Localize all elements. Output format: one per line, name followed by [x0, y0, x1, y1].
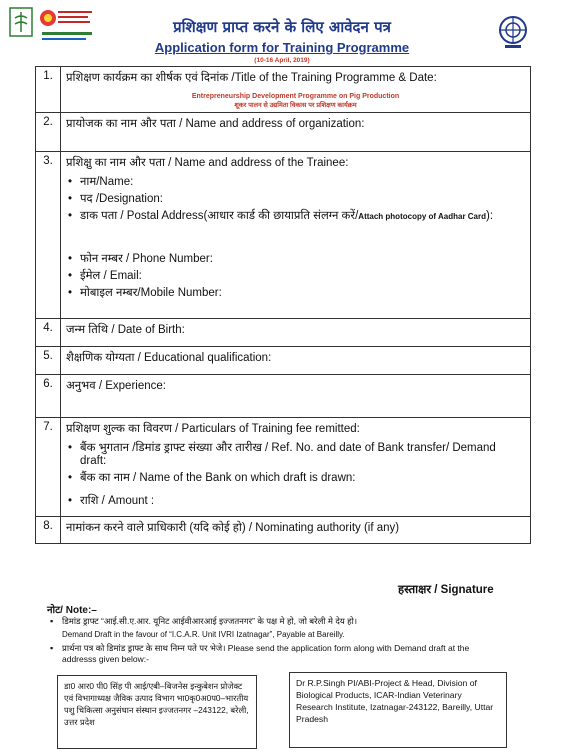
address-note: Attach photocopy of Aadhar Card	[358, 212, 487, 221]
programme-name-hindi: शूकर पालन से उद्यमिता विकास पर प्रशिक्षण कार्यक्रम	[234, 102, 357, 109]
application-form-table	[35, 66, 531, 544]
address-tail: ):	[486, 210, 494, 222]
contact-fields-list	[66, 253, 525, 300]
row-number: 3.	[36, 152, 61, 319]
form-row	[36, 152, 531, 319]
field-label: जन्म तिथि / Date of Birth:	[66, 324, 185, 336]
bullet-icon: ▪	[50, 616, 54, 626]
form-row	[36, 67, 531, 113]
field-dob[interactable]	[61, 319, 531, 347]
page-title-hindi: प्रशिक्षण प्राप्त करने के लिए आवेदन पत्र	[173, 18, 391, 36]
trainee-fields-list	[66, 176, 525, 223]
note-line-1-hindi: डिमांड ड्राफ्ट “आई.सी.ए.आर. यूनिट आईवीआरआई इज्जतनगर” के पक्ष मे हो, जो बरेली मे देय हो।	[62, 616, 358, 626]
programme-name-english: Entrepreneurship Development Programme on Pig Production	[191, 93, 400, 100]
field-qualification[interactable]	[61, 347, 531, 375]
field-training-fee[interactable]	[61, 418, 531, 517]
list-item: • बैंक का नाम / Name of the Bank on which draft is drawn:	[80, 472, 525, 485]
field-nominating-authority[interactable]	[61, 517, 531, 544]
row-number: 6.	[36, 375, 61, 418]
field-label: प्रायोजक का नाम और पता / Name and address of organization:	[66, 118, 365, 130]
list-item: • राशि / Amount :	[80, 495, 525, 508]
list-item: • फोन नम्बर / Phone Number:	[80, 253, 525, 266]
list-item: • बैंक भुगतान /डिमांड ड्राफ्ट संख्या और तारीख / Ref. No. and date of Bank transfer/ Demand draft:	[80, 442, 525, 468]
programme-dates: (10-16 April, 2019)	[254, 57, 310, 64]
list-item: • ईमेल / Email:	[80, 270, 525, 283]
field-label: प्रशिक्षु का नाम और पता / Name and address of the Trainee:	[66, 157, 349, 169]
field-label: प्रशिक्षण कार्यक्रम का शीर्षक एवं दिनांक /Title of the Training Programme & Date:	[66, 72, 437, 84]
address-box-english: Dr R.P.Singh PI/ABI-Project & Head, Division of Biological Products, ICAR-Indian Veterinary Research Institute, Izatnagar-243122, Bareilly, Uttar Pradesh	[289, 672, 507, 748]
form-row	[36, 375, 531, 418]
note-line-2: प्रार्थना पत्र को डिमांड ड्राफ्ट के साथ निम्न पते पर भेजे। Please send the application form along with Demand draft at the addresss given below:-	[62, 643, 470, 664]
form-row	[36, 517, 531, 544]
field-label: नामांकन करने वाले प्राधिकारी (यदि कोई हो) / Nominating authority (if any)	[66, 522, 400, 534]
note-line-1-english: Demand Draft in the favour of “I.C.A.R. Unit IVRI Izatnagar”, Payable at Bareilly.	[62, 630, 345, 639]
field-label: शैक्षणिक योग्यता / Educational qualification:	[66, 352, 272, 364]
row-number: 7.	[36, 418, 61, 517]
list-item	[80, 210, 525, 223]
list-item: • नाम/Name:	[80, 176, 525, 189]
address-box-hindi: डा0 आर0 पी0 सिंह पी आई/एबी–बिजनेस इन्कुबेशन प्रोजेक्ट एवं विभागाध्यक्ष जैविक उत्पाद विभाग भा0कृ0अ0प0–भारतीय पशु चिकित्सा अनुसंधान संस्थान इज्जतनगर –243122, बरेली, उत्तर प्रदेश	[57, 675, 257, 749]
field-label: अनुभव / Experience:	[66, 380, 166, 392]
address-label: डाक पता / Postal Address(आधार कार्ड की छायाप्रति संलग्न करें/	[80, 210, 359, 222]
signature-label: हस्ताक्षर / Signature	[398, 584, 494, 596]
row-number: 1.	[36, 67, 61, 113]
field-programme-title[interactable]	[61, 67, 531, 113]
field-label: प्रशिक्षण शुल्क का विवरण / Particulars of Training fee remitted:	[66, 423, 360, 435]
fee-fields-list	[66, 442, 525, 508]
field-experience[interactable]	[61, 375, 531, 418]
field-organization[interactable]	[61, 113, 531, 152]
form-row	[36, 319, 531, 347]
row-number: 5.	[36, 347, 61, 375]
form-row	[36, 347, 531, 375]
row-number: 8.	[36, 517, 61, 544]
list-item: • पद /Designation:	[80, 193, 525, 206]
note-heading: नोट/ Note:–	[47, 605, 97, 616]
bullet-icon: ▪	[50, 643, 54, 653]
field-trainee[interactable]	[61, 152, 531, 319]
form-row	[36, 418, 531, 517]
list-item: • मोबाइल नम्बर/Mobile Number:	[80, 287, 525, 300]
form-row	[36, 113, 531, 152]
page-title-english: Application form for Training Programme	[154, 40, 410, 55]
row-number: 2.	[36, 113, 61, 152]
row-number: 4.	[36, 319, 61, 347]
